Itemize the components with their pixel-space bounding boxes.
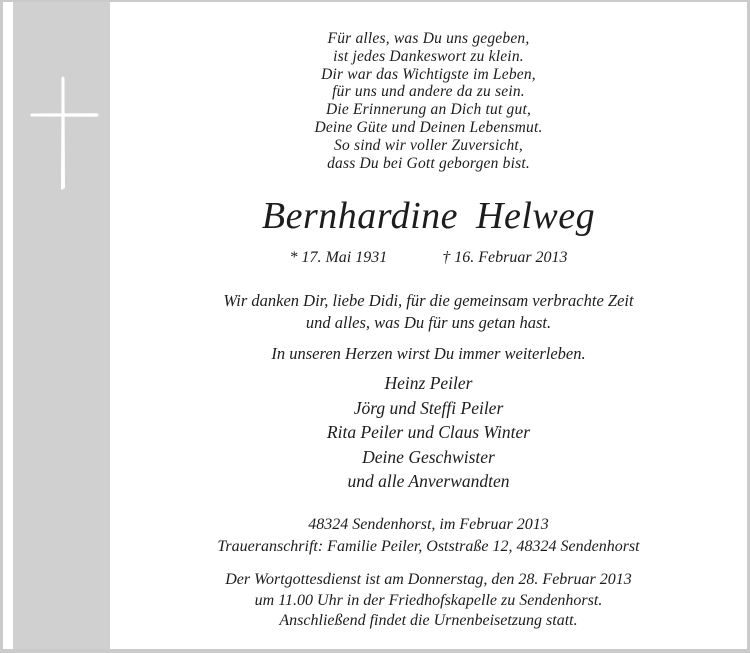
poem-line: So sind wir voller Zuversicht, <box>334 136 523 154</box>
poem-line: ist jedes Dankeswort zu klein. <box>333 47 524 65</box>
poem-line: Deine Güte und Deinen Lebensmut. <box>314 118 543 136</box>
notice-content <box>110 2 747 649</box>
tribute-line: Wir danken Dir, liebe Didi, für die gemeinsam verbrachte Zeit <box>223 291 634 311</box>
tribute-line: und alles, was Du für uns getan hast. <box>305 313 552 333</box>
birth-date: * 17. Mai 1931 <box>289 249 388 267</box>
tribute-paragraph <box>110 290 747 334</box>
mourner-name: Deine Geschwister <box>362 446 495 467</box>
poem-line: Die Erinnerung an Dich tut gut, <box>325 101 532 119</box>
mourner-name: Rita Peiler und Claus Winter <box>326 422 531 443</box>
deceased-name: Bernhardine Helweg <box>261 195 596 238</box>
poem-line: Für alles, was Du uns gegeben, <box>327 30 530 47</box>
memorial-poem <box>110 30 747 172</box>
mourners-list <box>110 371 747 494</box>
tribute-closing: In unseren Herzen wirst Du immer weiterleben. <box>271 344 586 364</box>
service-announcement <box>110 570 747 632</box>
service-line: Der Wortgottesdienst ist am Donnerstag, den 28. Februar 2013 <box>225 571 632 589</box>
side-strip <box>13 2 110 649</box>
mourner-name: Jörg und Steffi Peiler <box>353 397 504 418</box>
mourner-name: und alle Anverwandten <box>347 471 510 492</box>
latin-cross-icon <box>13 76 110 196</box>
life-dates <box>110 248 747 268</box>
mourning-address-line: Traueranschrift: Familie Peiler, Oststraße 12, 48324 Sendenhorst <box>217 537 640 555</box>
service-line: Anschließend findet die Urnenbeisetzung statt. <box>279 612 578 630</box>
mourner-name: Heinz Peiler <box>384 373 473 394</box>
service-line: um 11.00 Uhr in der Friedhofskapelle zu Sendenhorst. <box>254 591 603 609</box>
death-date: † 16. Februar 2013 <box>442 249 568 267</box>
poem-line: für uns und andere da zu sein. <box>332 83 525 101</box>
place-date-line: 48324 Sendenhorst, im Februar 2013 <box>308 515 549 533</box>
poem-line: Dir war das Wichtigste im Leben, <box>321 65 536 83</box>
poem-line: dass Du bei Gott geborgen bist. <box>327 154 530 172</box>
